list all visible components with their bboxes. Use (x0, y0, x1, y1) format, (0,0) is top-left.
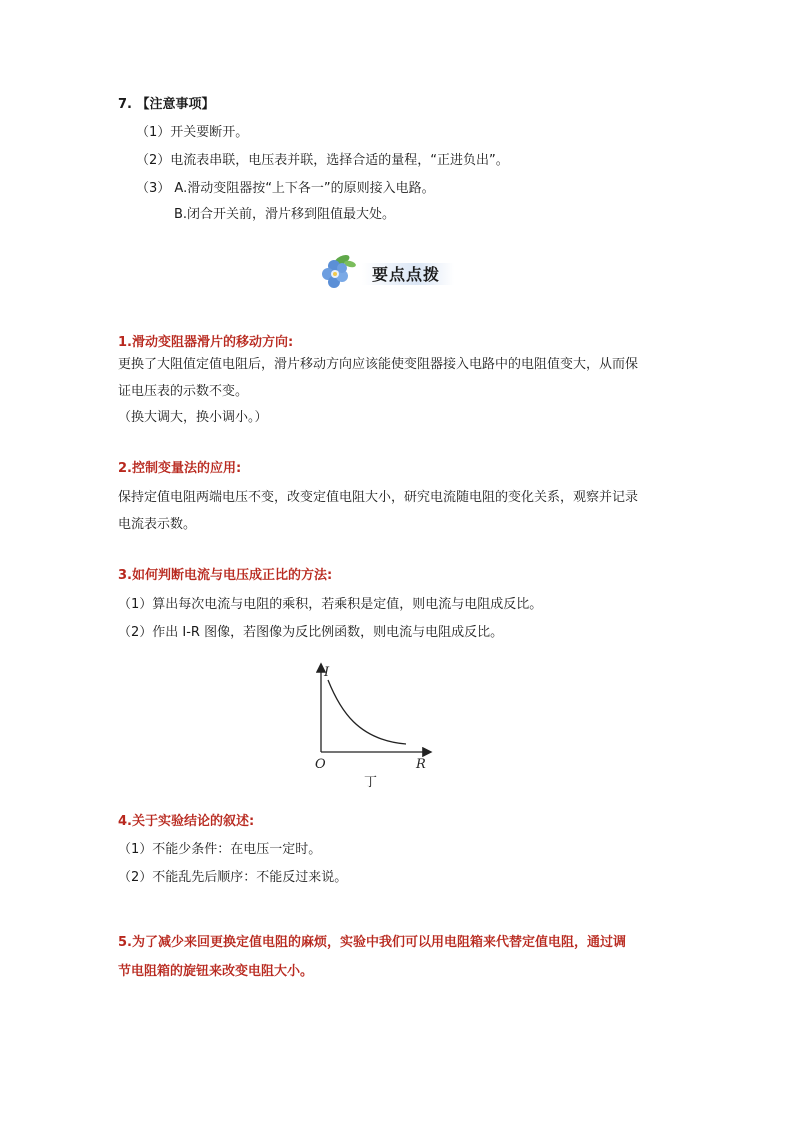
inverse-proportion-graph (306, 660, 440, 792)
y-axis-label: I (324, 665, 330, 680)
point-4-heading: 4.关于实验结论的叙述: (118, 814, 255, 829)
point-2-line-1: 保持定值电阻两端电压不变，改变定值电阻大小，研究电流随电阻的变化关系，观察并记录 (118, 490, 639, 505)
notes-item-3b: B.闭合开关前，滑片移到阻值最大处。 (174, 207, 396, 222)
point-5-line-2: 节电阻箱的旋钮来改变电阻大小。 (118, 964, 314, 979)
blue-flower-icon (318, 254, 358, 290)
graph-caption: 丁 (364, 775, 378, 790)
section-banner (318, 254, 468, 290)
point-1-heading: 1.滑动变阻器滑片的移动方向: (118, 335, 294, 350)
point-3-line-1: （1）算出每次电流与电阻的乘积，若乘积是定值，则电流与电阻成反比。 (118, 597, 543, 612)
point-1-line-1: 更换了大阻值定值电阻后，滑片移动方向应该能使变阻器接入电路中的电阻值变大，从而保 (118, 357, 639, 372)
point-5-line-1: 5.为了减少来回更换定值电阻的麻烦，实验中我们可以用电阻箱来代替定值电阻，通过调 (118, 935, 626, 950)
point-3-heading: 3.如何判断电流与电压成正比的方法: (118, 568, 333, 583)
banner-title: 要点点拨 (372, 265, 441, 284)
notes-item-2: （2）电流表串联，电压表并联，选择合适的量程，“正进负出”。 (136, 153, 509, 168)
notes-item-3a: （3） A.滑动变阻器按“上下各一”的原则接入电路。 (136, 181, 435, 196)
point-2-heading: 2.控制变量法的应用: (118, 461, 242, 476)
point-4-line-1: （1）不能少条件：在电压一定时。 (118, 842, 322, 857)
notes-item-1: （1）开关要断开。 (136, 125, 249, 140)
origin-label: O (315, 757, 326, 772)
point-1-line-3: （换大调大，换小调小。） (118, 410, 268, 425)
point-3-line-2: （2）作出 I-R 图像，若图像为反比例函数，则电流与电阻成反比。 (118, 625, 504, 640)
point-4-line-2: （2）不能乱先后顺序：不能反过来说。 (118, 870, 348, 885)
notes-heading: 7. 【注意事项】 (118, 97, 215, 112)
x-axis-label: R (416, 757, 426, 772)
inverse-curve (328, 680, 406, 744)
point-1-line-2: 证电压表的示数不变。 (118, 384, 249, 399)
point-2-line-2: 电流表示数。 (118, 517, 197, 532)
